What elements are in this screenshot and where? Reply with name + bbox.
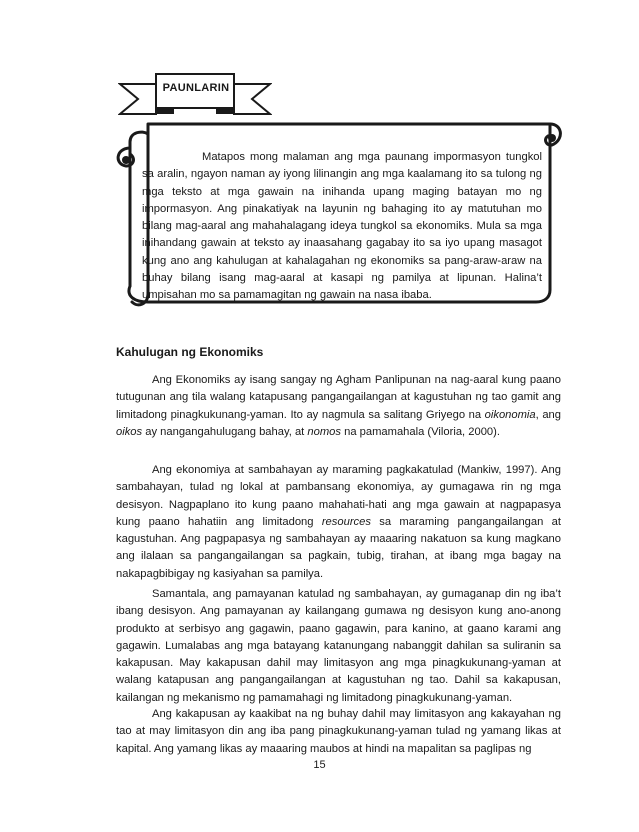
intro-paragraph: Matapos mong malaman ang mga paunang impormasyon tungkol sa aralin, ngayon naman ay iyong lilinangin ang mga kaalamang ito sa tulong ng mga teksto at mga gawain na inihanda upang maging batayan mo ng impormasyon. Ang pinakatiyak na layunin ng bahaging ito ay matutuhan mo bilang mag-aaral ang mahahalagang ideya tungkol sa ekonomiks. Mula sa mga inihandang gawain at teksto ay inaasahang gagabay ito sa iyo upang masagot kung ano ang kahulugan at kahalagahan ng ekonomiks sa pang-araw-araw na buhay bilang isang mag-aaral at kasapi ng pamilya at lipunan. Halina’t umpisahan mo sa pamamagitan ng gawain na nasa ibaba. — [142, 151, 542, 302]
paunlarin-banner — [118, 72, 272, 116]
intro-scroll — [112, 118, 566, 310]
ribbon-banner-graphic — [118, 72, 272, 116]
intro-text — [142, 149, 542, 305]
section-title: Kahulugan ng Ekonomiks — [116, 345, 264, 359]
paragraph-2: Ang ekonomiya at sambahayan ay maraming pagkakatulad (Mankiw, 1997). Ang sambahayan, tulad ng lokal at pambansang ekonomiya, ay gumagawa rin ng mga desisyon. Nagpaplano ito kung paano mahahati-hati ang mga gawain at nagpapasya kung paano hahatiin ang limitadong resources sa maraming pangangailangan at kagustuhan. Ang pagpapasya ng sambahayan ay maaaring nakatuon sa kung magkano ang ilalaan sa pangangailangan sa pagkain, tubig, tirahan, at ibang mga bagay na nakapagbibigay ng kasiyahan sa pamilya. — [116, 464, 561, 580]
paragraph-1: Ang Ekonomiks ay isang sangay ng Agham Panlipunan na nag-aaral kung paano tutugunan ang tila walang katapusang pangangailangan at kagustuhan ng tao gamit ang limitadong pinagkukunang-yaman. Ito ay nagmula sa salitang Griyego na oikonomia, ang oikos ay nangangahulugang bahay, at nomos na pamamahala (Viloria, 2000). — [116, 374, 561, 438]
page-number: 15 — [313, 759, 326, 771]
banner-title: PAUNLARIN — [162, 82, 230, 94]
paragraph-3: Samantala, ang pamayanan katulad ng sambahayan, ay gumaganap din ng iba’t ibang desisyon. Ang pamayanan ay kailangang gumawa ng desisyon kung ano-anong produkto at serbisyo ang gagawin, paano gagawin, para kanino, at gaano karami ang gagawin. Lumalabas ang mga batayang katanungang nabanggit dahilan sa suliranin sa kakapusan. May kakapusan dahil may limitasyon ang mga pinagkukunang-yaman at walang katapusan ang pangangailangan at kagustuhan ng tao. Dahil sa kakapusan, kailangan ng mekanismo ng pamamahagi ng limitadong pinagkukunang-yaman. — [116, 588, 561, 704]
paragraph-4: Ang kakapusan ay kaakibat na ng buhay dahil may limitasyon ang kakayahan ng tao at may limitasyon din ang iba pang pinagkukunang-yaman tulad ng yamang likas at kapital. Ang yamang likas ay maaaring maubos at hindi na mapalitan sa paglipas ng — [116, 708, 561, 755]
